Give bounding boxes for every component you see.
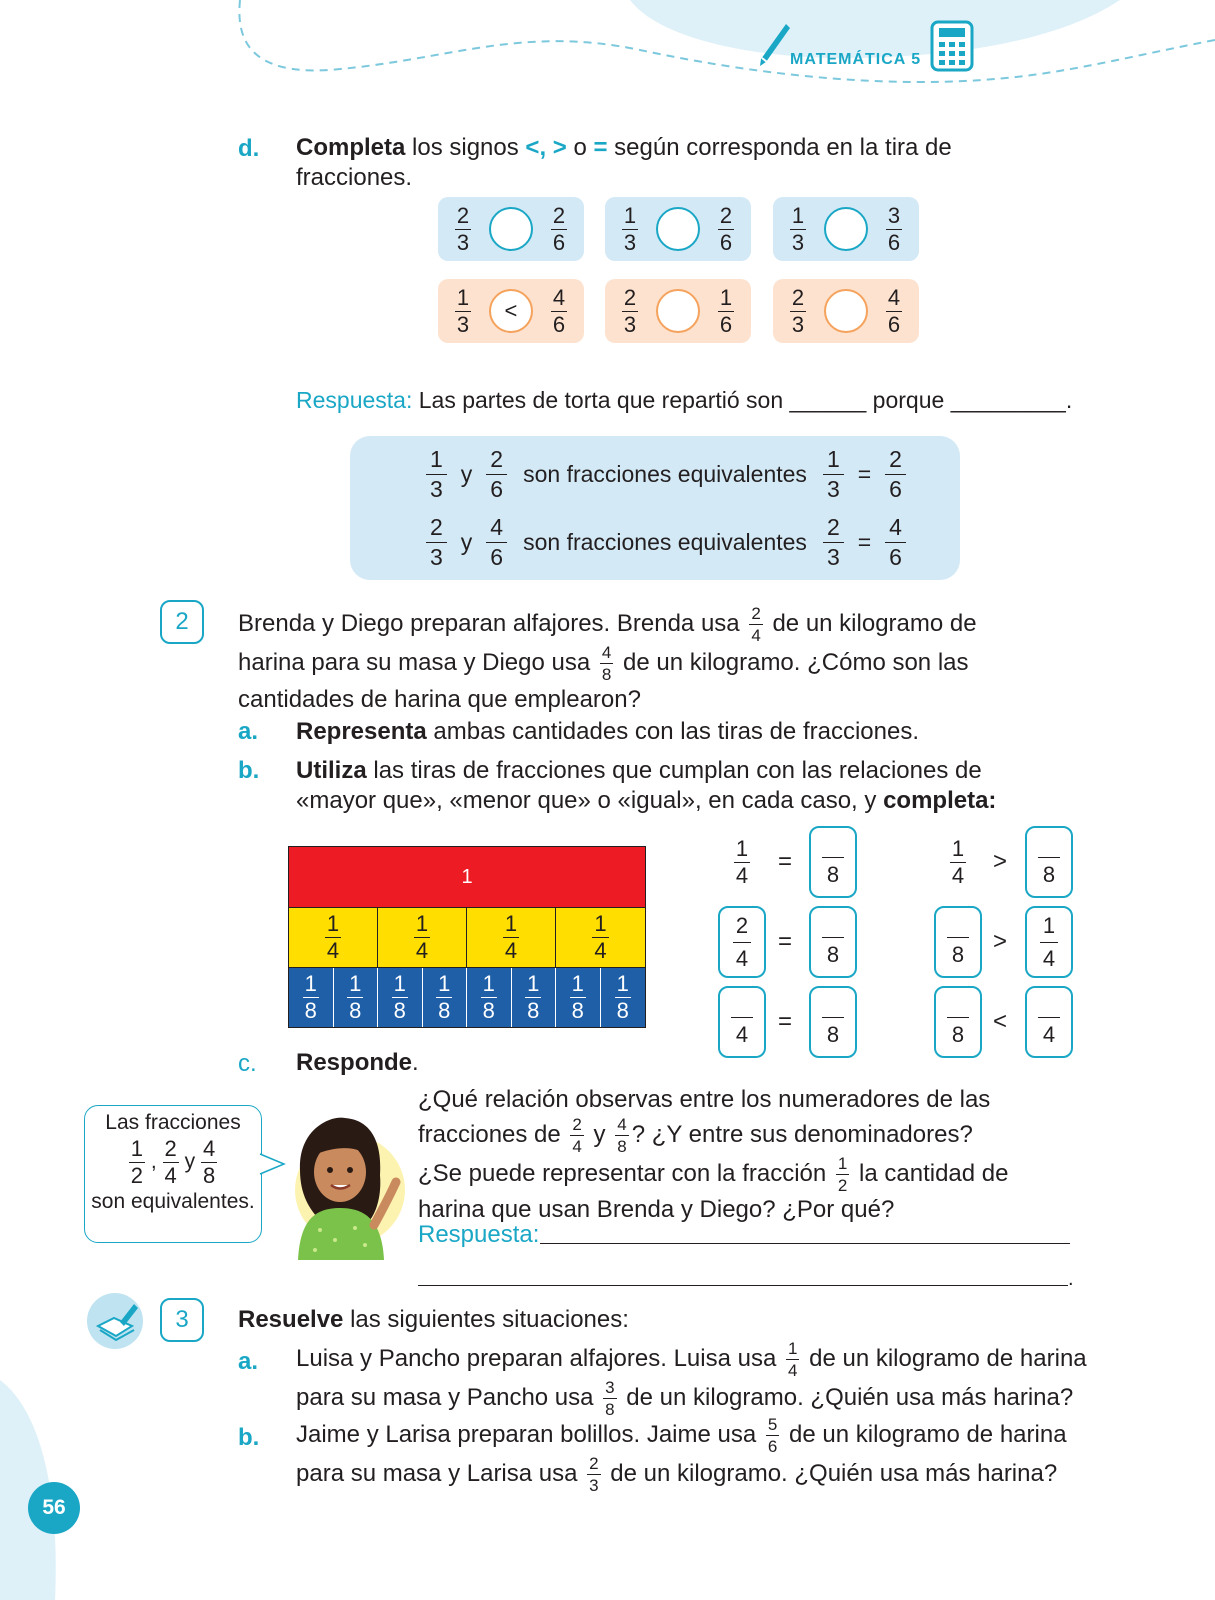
book-title: MATEMÁTICA 5: [790, 51, 922, 68]
girl-illustration: [270, 1110, 410, 1260]
answer-denominator: 4: [1042, 1021, 1056, 1047]
answer-box[interactable]: [718, 986, 766, 1058]
fraction: 1 8: [571, 971, 584, 1023]
equals-sign: =: [857, 528, 872, 555]
answer-numerator[interactable]: [1038, 837, 1060, 858]
answer-denominator: 4: [735, 945, 749, 971]
answer-denominator: 8: [951, 941, 965, 967]
answer-numerator[interactable]: [731, 997, 753, 1018]
equivalence-row: [420, 512, 912, 572]
answer-box[interactable]: [1025, 906, 1073, 978]
part-c-instruction: Responde.: [296, 1049, 419, 1076]
answer-numerator[interactable]: [822, 997, 844, 1018]
sign-circle[interactable]: [489, 207, 533, 251]
answer-denominator: 8: [826, 941, 840, 967]
fraction: $\frac{4}{6}$: [885, 516, 906, 569]
strip-eighth-cell[interactable]: [467, 968, 512, 1027]
fraction: 1 4: [951, 835, 965, 888]
item-letter-a: a.: [238, 718, 259, 745]
item-letter-d: d.: [238, 135, 260, 162]
given-fraction: [718, 826, 766, 898]
fraction: 1 4: [504, 911, 518, 963]
fraction: 1 8: [393, 971, 406, 1023]
strip-eighth-cell[interactable]: [601, 968, 646, 1027]
strip-quarter-cell[interactable]: [467, 908, 556, 967]
fraction: 2 6: [486, 448, 507, 501]
problem-3a-text: Luisa y Pancho preparan alfajores. Luisa usa $\frac{1}{4}$ de un kilogramo de harina para su masa y Pancho usa $\frac{3}{8}$ de un kilogramo. ¿Quién usa más harina?: [296, 1339, 1087, 1419]
fraction: 2 6: [552, 202, 566, 255]
fraction: 1 3: [791, 202, 805, 255]
respuesta-line: Respuesta: Las partes de torta que repartió son ______ porque _________.: [296, 387, 1073, 413]
strip-quarter-cell[interactable]: [378, 908, 467, 967]
relation-symbol: <: [993, 1008, 1008, 1035]
respuesta-label: Respuesta:: [418, 1221, 540, 1248]
fraction: 1 8: [438, 971, 451, 1023]
fraction: 1 8: [349, 971, 362, 1023]
answer-box[interactable]: [809, 986, 857, 1058]
equivalence-row: [420, 444, 912, 504]
equivalence-phrase: son fracciones equivalentes: [523, 528, 807, 555]
comparison-box: [438, 197, 584, 261]
fraction: 1 3: [456, 284, 470, 337]
answer-box[interactable]: [809, 906, 857, 978]
fraction: 2 6: [719, 202, 733, 255]
strip-quarter-cell[interactable]: [289, 908, 378, 967]
strip-eighth-cell[interactable]: [289, 968, 334, 1027]
answer-numerator[interactable]: [947, 917, 969, 938]
answer-line[interactable]: [418, 1285, 1068, 1286]
relation-symbol: =: [778, 848, 793, 875]
fraction: 4 6: [486, 516, 507, 569]
item-letter-b: b.: [238, 1424, 260, 1451]
fraction: 1 4: [594, 911, 607, 963]
given-fraction: [934, 826, 982, 898]
strip-whole-label: 1: [461, 865, 473, 888]
fraction: $\frac{2}{4}$: [751, 604, 761, 645]
part-b-instruction: Utiliza las tiras de fracciones que cumplan con las relaciones de «mayor que», «menor que» o «igual», en cada caso, y completa:: [296, 757, 997, 814]
answer-denominator: 8: [826, 1021, 840, 1047]
strip-eighth-cell[interactable]: [556, 968, 601, 1027]
comparison-box: [773, 197, 919, 261]
fraction: 1 4: [735, 835, 749, 888]
strip-eighth-cell[interactable]: [423, 968, 468, 1027]
fraction: $\frac{1}{3}$: [823, 448, 844, 501]
relation-symbol: =: [778, 928, 793, 955]
fraction: 1 8: [304, 971, 317, 1023]
problem-number-3: 3: [160, 1298, 204, 1342]
equals-sign: =: [857, 460, 872, 487]
fraction-strip: [288, 846, 646, 1028]
answer-denominator: 8: [826, 861, 840, 887]
fraction: 1 8: [482, 971, 495, 1023]
strip-eighths: [288, 968, 646, 1028]
bubble-fractions: $\frac{1}{2}$ , $\frac{2}{4}$ y $\frac{4}{8}$: [130, 1136, 216, 1188]
fraction: 2 3: [791, 284, 805, 337]
strip-eighth-cell[interactable]: [378, 968, 423, 1027]
comparison-box: [438, 279, 584, 343]
calculator-icon: [930, 20, 976, 72]
bubble-text: Las fracciones: [105, 1111, 241, 1134]
strip-eighth-cell[interactable]: [512, 968, 557, 1027]
fraction: 2 3: [623, 284, 637, 337]
answer-box[interactable]: [934, 906, 982, 978]
fraction: $\frac{2}{6}$: [885, 448, 906, 501]
sign-circle[interactable]: [656, 289, 700, 333]
relation-symbol: >: [993, 848, 1008, 875]
problem-3b-text: Jaime y Larisa preparan bolillos. Jaime usa $\frac{5}{6}$ de un kilogramo de harina para su masa y Larisa usa $\frac{2}{3}$ de un kilogramo. ¿Quién usa más harina?: [296, 1415, 1067, 1495]
questions-block: ¿Qué relación observas entre los numeradores de las fracciones de $\frac{2}{4}$ y $\frac{4}{8}$ ? ¿Y entre sus denominadores? ¿Se puede representar con la fracción $\frac{1}{2}$ la cantidad de harina que usan Brenda y Diego? ¿Por qué?: [418, 1086, 1009, 1223]
answer-line[interactable]: [540, 1243, 1070, 1244]
answer-box[interactable]: [934, 986, 982, 1058]
pencil-icon: [756, 22, 792, 70]
item-letter-a: a.: [238, 1348, 259, 1375]
speech-bubble: [84, 1105, 262, 1243]
equivalence-phrase: son fracciones equivalentes: [523, 460, 807, 487]
header-decoration: [0, 0, 1215, 100]
comparison-box: [605, 197, 751, 261]
answer-numerator[interactable]: [1038, 997, 1060, 1018]
answer-period: .: [1068, 1268, 1074, 1290]
answer-numerator[interactable]: [947, 997, 969, 1018]
relation-symbol: =: [778, 1008, 793, 1035]
answer-box[interactable]: [1025, 986, 1073, 1058]
strip-eighth-cell[interactable]: [334, 968, 379, 1027]
conjunction: y: [460, 528, 473, 555]
sign-circle[interactable]: [656, 207, 700, 251]
answer-denominator: 4: [1042, 945, 1056, 971]
fraction: 1 3: [426, 448, 447, 501]
part-d-instruction: Completa los signos <, > o = según corresponda en la tira de fracciones.: [296, 134, 952, 191]
problem-3-instruction: Resuelve las siguientes situaciones:: [238, 1306, 629, 1333]
fraction: 1 8: [616, 971, 629, 1023]
relation-symbol: >: [993, 928, 1008, 955]
comparison-box: [605, 279, 751, 343]
answer-denominator: 8: [951, 1021, 965, 1047]
fraction: 1 4: [415, 911, 429, 963]
answer-box[interactable]: [1025, 826, 1073, 898]
answer-denominator: 4: [735, 1021, 749, 1047]
part-a-instruction: Representa ambas cantidades con las tiras de fracciones.: [296, 718, 919, 745]
item-letter-c: c.: [238, 1050, 257, 1077]
sign-circle[interactable]: [824, 207, 868, 251]
answer-box[interactable]: [809, 826, 857, 898]
problem-number-2: 2: [160, 600, 204, 644]
fraction: 3 6: [887, 202, 901, 255]
answer-numerator[interactable]: [822, 837, 844, 858]
notebook-icon: [86, 1292, 144, 1350]
sign-circle[interactable]: <: [489, 289, 533, 333]
answer-numerator[interactable]: 1: [1040, 913, 1058, 943]
fraction: 4 6: [887, 284, 901, 337]
problem-2-statement: Brenda y Diego preparan alfajores. Brenda usa $\frac{2}{4}$ de un kilogramo de harina para su masa y Diego usa $\frac{4}{8}$ de un kilogramo. ¿Cómo son las cantidades de harina que emplearon?: [238, 604, 977, 713]
fraction: 2 3: [456, 202, 470, 255]
fraction: 1 4: [326, 911, 340, 963]
fraction: 1 6: [719, 284, 733, 337]
answer-denominator: 8: [1042, 861, 1056, 887]
fraction: 2 3: [426, 516, 447, 569]
fraction: 1 3: [623, 202, 637, 255]
bubble-text: son equivalentes.: [91, 1190, 255, 1213]
item-letter-b: b.: [238, 757, 260, 784]
strip-quarters: [288, 908, 646, 968]
answer-numerator[interactable]: [822, 917, 844, 938]
answer-box[interactable]: [718, 906, 766, 978]
strip-whole: [288, 846, 646, 908]
conjunction: y: [460, 460, 473, 487]
fraction: 1 8: [527, 971, 540, 1023]
comparison-box: [773, 279, 919, 343]
answer-numerator[interactable]: 2: [733, 913, 751, 943]
sign-circle[interactable]: [824, 289, 868, 333]
fraction: $\frac{2}{3}$: [823, 516, 844, 569]
strip-quarter-cell[interactable]: [556, 908, 645, 967]
fraction: 4 6: [552, 284, 566, 337]
equivalence-box: [350, 436, 960, 580]
page-number: 56: [28, 1482, 80, 1534]
fraction: $\frac{4}{8}$: [601, 643, 612, 684]
